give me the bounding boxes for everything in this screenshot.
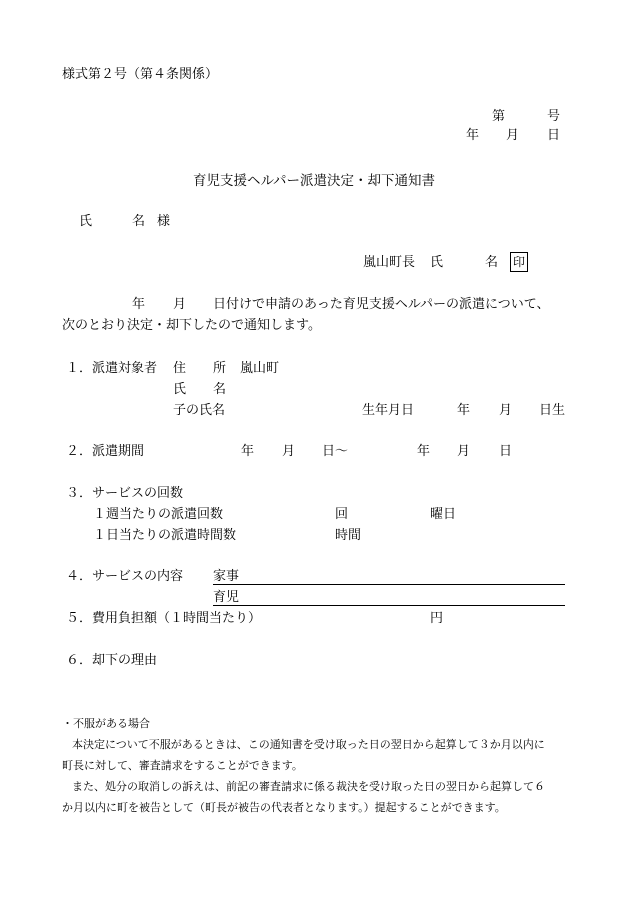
issue-date-day: 日 <box>547 128 561 143</box>
section3-heading: ３．サービスの回数 <box>66 486 184 501</box>
notice-p1-line1: 本決定について不服があるときは、この通知書を受け取った日の翌日から起算して３か月以内に <box>72 738 545 751</box>
doc-number-go: 号 <box>547 109 561 124</box>
weekday-unit: 曜日 <box>430 507 457 522</box>
intro-line1: 日付けで申請のあった育児支援ヘルパーの派遣について、 <box>213 297 550 312</box>
sender-position: 嵐山町長 <box>363 255 416 270</box>
period-from-year: 年 <box>241 444 255 459</box>
notice-p1-line2: 町長に対して、審査請求をすることができます。 <box>62 759 303 772</box>
notice-p2-line1: また、処分の取消しの訴えは、前記の審査請求に係る裁決を受け取った日の翌日から起算して６ <box>72 780 545 793</box>
addressee-shi: 氏 <box>79 214 93 229</box>
seal-mark: 印 <box>510 252 528 272</box>
child-name-label: 子の氏名 <box>173 403 226 418</box>
name-label-a: 氏 <box>173 382 187 397</box>
sender-mei: 名 <box>485 255 499 270</box>
weekly-label: １週当たりの派遣回数 <box>93 507 224 522</box>
doc-number-dai: 第 <box>492 109 506 124</box>
birth-month: 月 <box>499 403 513 418</box>
section6-heading: ６．却下の理由 <box>66 653 158 668</box>
service-childcare: 育児 <box>213 590 240 605</box>
birth-year: 年 <box>457 403 471 418</box>
daily-label: １日当たりの派遣時間数 <box>93 528 237 543</box>
intro-line2: 次のとおり決定・却下したので通知します。 <box>62 318 321 333</box>
period-to-month: 月 <box>457 444 471 459</box>
fee-unit: 円 <box>430 611 444 626</box>
period-from-day: 日～ <box>322 444 349 459</box>
section4-heading: ４．サービスの内容 <box>66 569 184 584</box>
section1-heading: １．派遣対象者 <box>66 361 158 376</box>
birth-label: 生年月日 <box>362 403 415 418</box>
address-label-a: 住 <box>173 361 187 376</box>
name-label-b: 名 <box>213 382 227 397</box>
birth-day: 日生 <box>539 403 566 418</box>
service-housework: 家事 <box>213 569 240 584</box>
sender-shi: 氏 <box>430 255 444 270</box>
intro-year: 年 <box>132 297 146 312</box>
period-from-month: 月 <box>282 444 296 459</box>
period-to-day: 日 <box>499 444 513 459</box>
addressee-sama: 様 <box>157 214 171 229</box>
form-number: 様式第２号（第４条関係） <box>62 67 219 82</box>
intro-month: 月 <box>173 297 187 312</box>
childcare-underline <box>213 605 565 606</box>
notice-p2-line2: か月以内に町を被告として（町長が被告の代表者となります。）提起することができます。 <box>62 801 506 814</box>
document-title: 育児支援ヘルパー派遣決定・却下通知書 <box>193 173 436 189</box>
addressee-mei: 名 <box>132 214 146 229</box>
issue-date-year: 年 <box>466 128 480 143</box>
section2-heading: ２．派遣期間 <box>66 444 145 459</box>
weekly-unit: 回 <box>335 507 349 522</box>
address-value: 嵐山町 <box>240 361 280 376</box>
period-to-year: 年 <box>417 444 431 459</box>
notice-heading: ・不服がある場合 <box>62 717 150 730</box>
daily-unit: 時間 <box>335 528 362 543</box>
address-label-b: 所 <box>213 361 227 376</box>
issue-date-month: 月 <box>506 128 520 143</box>
section5-heading: ５．費用負担額（１時間当たり） <box>66 611 262 626</box>
housework-underline <box>213 584 565 585</box>
